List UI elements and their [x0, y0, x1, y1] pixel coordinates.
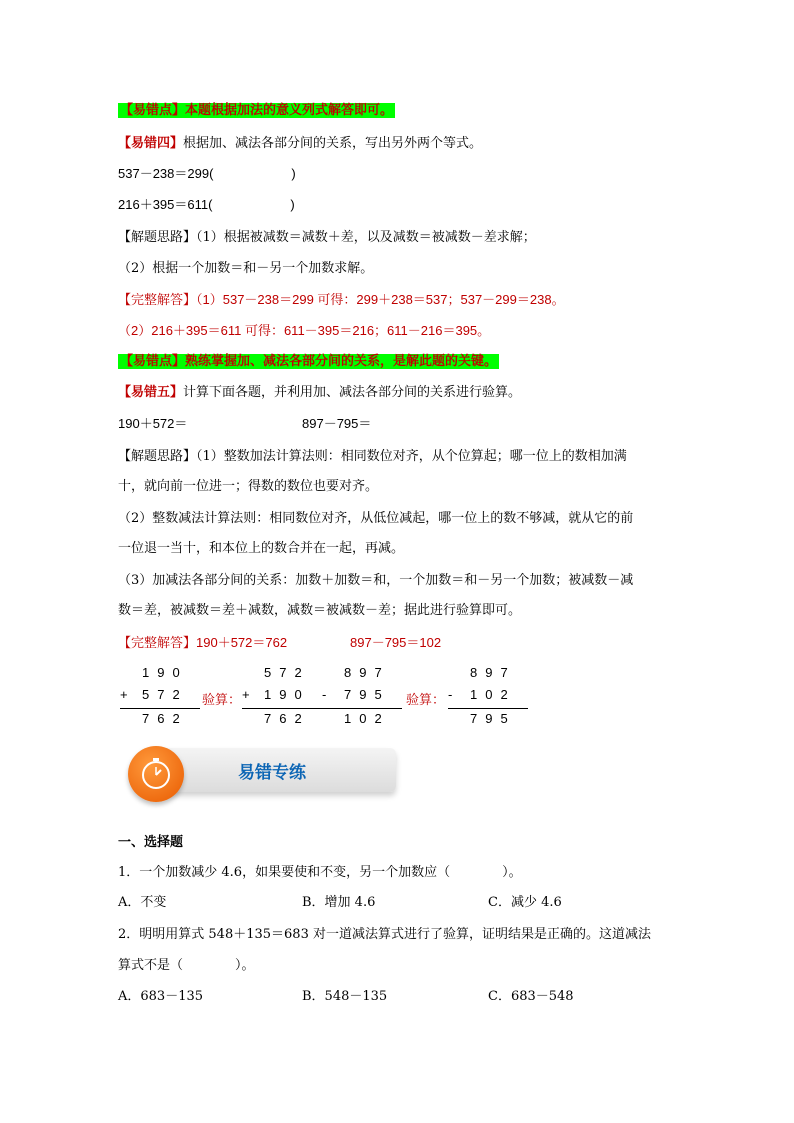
calc-rule	[448, 708, 528, 709]
calc-result: 762	[264, 711, 310, 726]
calc-top: 897	[344, 665, 390, 680]
calc-top: 572	[264, 665, 310, 680]
solution-idea-tag: 【解题思路】	[118, 449, 197, 464]
section-title: 一、选择题	[118, 835, 184, 850]
calc-operator: +	[120, 687, 136, 702]
full-answer-tag: 【完整解答】	[118, 636, 197, 651]
calc-result: 762	[142, 711, 188, 726]
calc-operator: +	[242, 687, 258, 702]
calc-mid: 102	[470, 687, 516, 702]
calc-mid: 572	[142, 687, 188, 702]
question-1-stem: 1．一个加数减少 4.6，如果要使和不变，另一个加数应（ ）。	[118, 865, 522, 880]
calc-result: 795	[470, 711, 516, 726]
full-answer-tag: 【完整解答】	[118, 293, 197, 308]
solution-idea-tag: 【解题思路】	[118, 230, 197, 245]
question-1-option-c: C．减少 4.6	[488, 895, 562, 910]
mistake-5-text: 计算下面各题，并利用加、减法各部分间的关系进行验算。	[183, 385, 522, 400]
question-1-option-a: A．不变	[118, 895, 167, 910]
full-answer-add: 190＋572＝762	[196, 635, 288, 650]
solution-idea-2: （2）根据一个加数＝和－另一个加数求解。	[118, 261, 374, 276]
problem-2: 897－795＝	[302, 416, 372, 431]
section-banner	[122, 744, 396, 800]
mistake-point-1	[118, 101, 395, 121]
mistake-point-2	[118, 352, 499, 372]
question-2-option-c: C．683－548	[488, 989, 574, 1004]
problem-1: 190＋572＝	[118, 416, 188, 431]
calc-operator: -	[322, 687, 335, 702]
question-2-option-a: A．683－135	[118, 989, 204, 1004]
question-1-option-b: B．增加 4.6	[302, 895, 376, 910]
calc-top: 897	[470, 665, 516, 680]
calc-result: 102	[344, 711, 390, 726]
calc-mid: 190	[264, 687, 310, 702]
solution-idea-1	[118, 228, 536, 248]
stopwatch-icon	[128, 746, 184, 802]
check-label: 验算：	[406, 693, 446, 708]
full-answer-sub: 897－795＝102	[350, 635, 442, 650]
question-2-stem: 2．明明用算式 548＋135＝683 对一道减法算式进行了验算，证明结果是正确的。这道减法	[118, 927, 651, 942]
solution-idea-2-cont: 一位退一当十，和本位上的数合并在一起，再减。	[118, 541, 405, 556]
solution-idea-text: （1）根据被减数＝减数＋差，以及减数＝被减数－差求解；	[196, 230, 536, 245]
check-label: 验算：	[202, 693, 242, 708]
equation-2: 216＋395＝611( )	[118, 197, 295, 212]
question-2-option-b: B．548－135	[302, 989, 388, 1004]
full-answer-line	[118, 633, 287, 654]
calc-rule	[120, 708, 200, 709]
mistake-5-heading	[118, 383, 521, 403]
calc-rule	[322, 708, 402, 709]
mistake-4-text: 根据加、减法各部分间的关系，写出另外两个等式。	[183, 136, 483, 151]
mistake-5-tag: 【易错五】	[118, 385, 184, 400]
calc-rule	[242, 708, 322, 709]
solution-idea-2: （2）整数减法计算法则：相同数位对齐，从低位减起，哪一位上的数不够减，就从它的前	[118, 511, 634, 526]
calc-mid: 795	[344, 687, 390, 702]
mistake-4-heading	[118, 134, 482, 154]
calc-operator: -	[448, 687, 461, 702]
solution-idea-3-cont: 数＝差，被减数＝差＋减数，减数＝被减数－差；据此进行验算即可。	[118, 603, 522, 618]
solution-idea-3: （3）加减法各部分间的关系：加数＋加数＝和，一个加数＝和－另一个加数；被减数－减	[118, 573, 634, 588]
calc-top: 190	[142, 665, 188, 680]
mistake-point-text: 【易错点】熟练掌握加、减法各部分间的关系，是解此题的关键。	[120, 354, 498, 369]
mistake-point-text: 【易错点】本题根据加法的意义列式解答即可。	[120, 103, 394, 118]
solution-idea-1	[118, 447, 627, 467]
full-answer-2: （2）216＋395＝611 可得：611－395＝216；611－216＝395。	[118, 323, 491, 338]
banner-title: 易错专练	[238, 763, 306, 783]
solution-idea-1-cont: 十，就向前一位进一；得数的数位也要对齐。	[118, 479, 379, 494]
mistake-4-tag: 【易错四】	[118, 136, 184, 151]
solution-idea-text: （1）整数加法计算法则：相同数位对齐，从个位算起；哪一位上的数相加满	[196, 449, 627, 464]
question-2-stem-cont: 算式不是（ ）。	[118, 958, 255, 973]
full-answer-text: （1）537－238＝299 可得：299＋238＝537；537－299＝238。	[196, 292, 565, 307]
equation-1: 537－238＝299( )	[118, 166, 296, 181]
full-answer-1	[118, 290, 565, 311]
